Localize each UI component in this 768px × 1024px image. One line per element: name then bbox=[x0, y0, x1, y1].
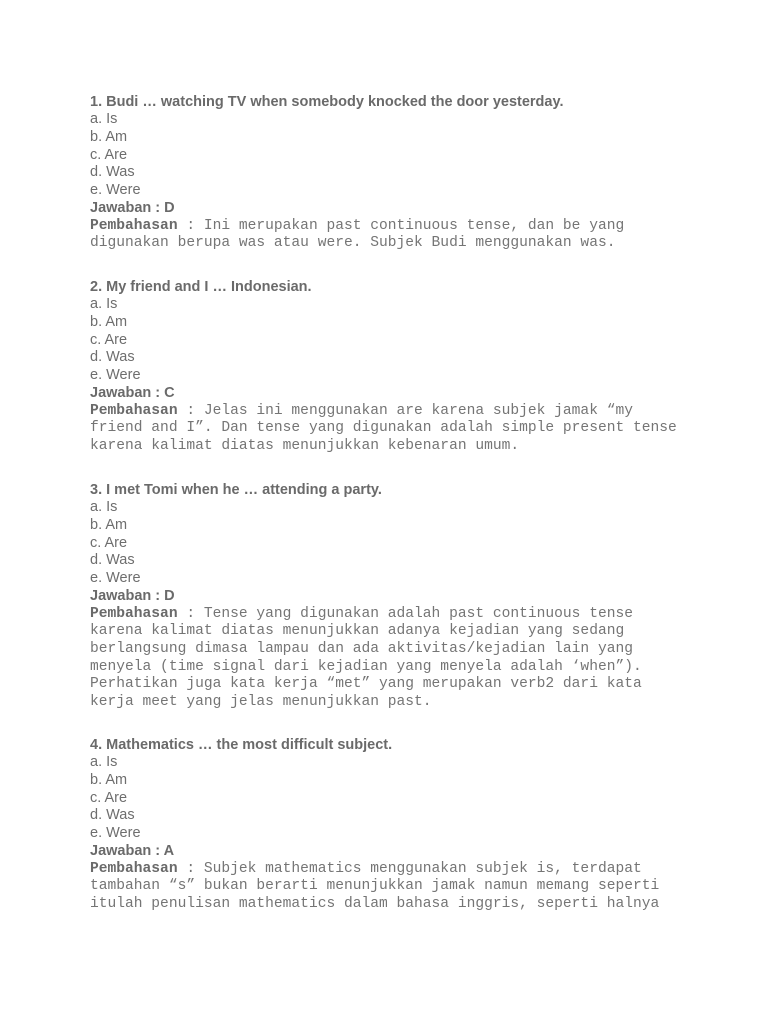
question-4 bbox=[90, 736, 690, 914]
explanation-text: : Subjek mathematics menggunakan subjek is, terdapat tambahan “s” bukan berarti menunjukkan jamak namun memang seperti itulah penulisan mathematics dalam bahasa inggris, seperti halnya bbox=[90, 860, 660, 912]
option-c: c. Are bbox=[90, 789, 128, 806]
explanation-label: Pembahasan bbox=[90, 605, 178, 622]
explanation-text: : Ini merupakan past continuous tense, dan be yang digunakan berupa was atau were. Subjek Budi menggunakan was. bbox=[90, 217, 625, 252]
question-1 bbox=[90, 93, 690, 253]
answer-key: Jawaban : D bbox=[90, 199, 175, 216]
option-e: e. Were bbox=[90, 367, 141, 384]
option-d: d. Was bbox=[90, 552, 135, 569]
explanation bbox=[90, 861, 690, 914]
option-b: b. Am bbox=[90, 313, 128, 330]
option-e: e. Were bbox=[90, 182, 141, 199]
option-b: b. Am bbox=[90, 128, 128, 145]
question-3 bbox=[90, 481, 690, 711]
option-a: a. Is bbox=[90, 296, 118, 312]
option-d: d. Was bbox=[90, 807, 135, 824]
question-2 bbox=[90, 278, 690, 456]
option-a: a. Is bbox=[90, 499, 118, 515]
answer-key: Jawaban : D bbox=[90, 587, 175, 604]
explanation-label: Pembahasan bbox=[90, 217, 178, 234]
explanation-label: Pembahasan bbox=[90, 860, 178, 877]
option-c: c. Are bbox=[90, 146, 128, 163]
answer-key: Jawaban : A bbox=[90, 842, 175, 859]
question-title: 4. Mathematics … the most difficult subject. bbox=[90, 737, 393, 753]
answer-key: Jawaban : C bbox=[90, 384, 175, 401]
option-b: b. Am bbox=[90, 771, 128, 788]
option-d: d. Was bbox=[90, 164, 135, 181]
explanation bbox=[90, 218, 690, 253]
option-b: b. Am bbox=[90, 516, 128, 533]
question-title: 3. I met Tomi when he … attending a party. bbox=[90, 482, 382, 498]
option-c: c. Are bbox=[90, 534, 128, 551]
option-a: a. Is bbox=[90, 111, 118, 127]
option-c: c. Are bbox=[90, 331, 128, 348]
option-a: a. Is bbox=[90, 754, 118, 770]
explanation-text: : Tense yang digunakan adalah past continuous tense karena kalimat diatas menunjukkan adanya kejadian yang sedang berlangsung dimasa lampau dan ada aktivitas/kejadian lain yang menyela (time signal dari kejadian yang menyela adalah ‘when”). Perhatikan juga kata kerja “met” yang merupakan verb2 dari kata kerja meet yang jelas menunjukkan past. bbox=[90, 605, 642, 710]
option-e: e. Were bbox=[90, 825, 141, 842]
explanation-text: : Jelas ini menggunakan are karena subjek jamak “my friend and I”. Dan tense yang digunakan adalah simple present tense karena kalimat diatas menunjukkan kebenaran umum. bbox=[90, 402, 677, 454]
question-title: 2. My friend and I … Indonesian. bbox=[90, 279, 312, 295]
option-d: d. Was bbox=[90, 349, 135, 366]
explanation bbox=[90, 606, 690, 712]
explanation-label: Pembahasan bbox=[90, 402, 178, 419]
question-title: 1. Budi … watching TV when somebody knocked the door yesterday. bbox=[90, 94, 564, 110]
option-e: e. Were bbox=[90, 570, 141, 587]
explanation bbox=[90, 403, 690, 456]
